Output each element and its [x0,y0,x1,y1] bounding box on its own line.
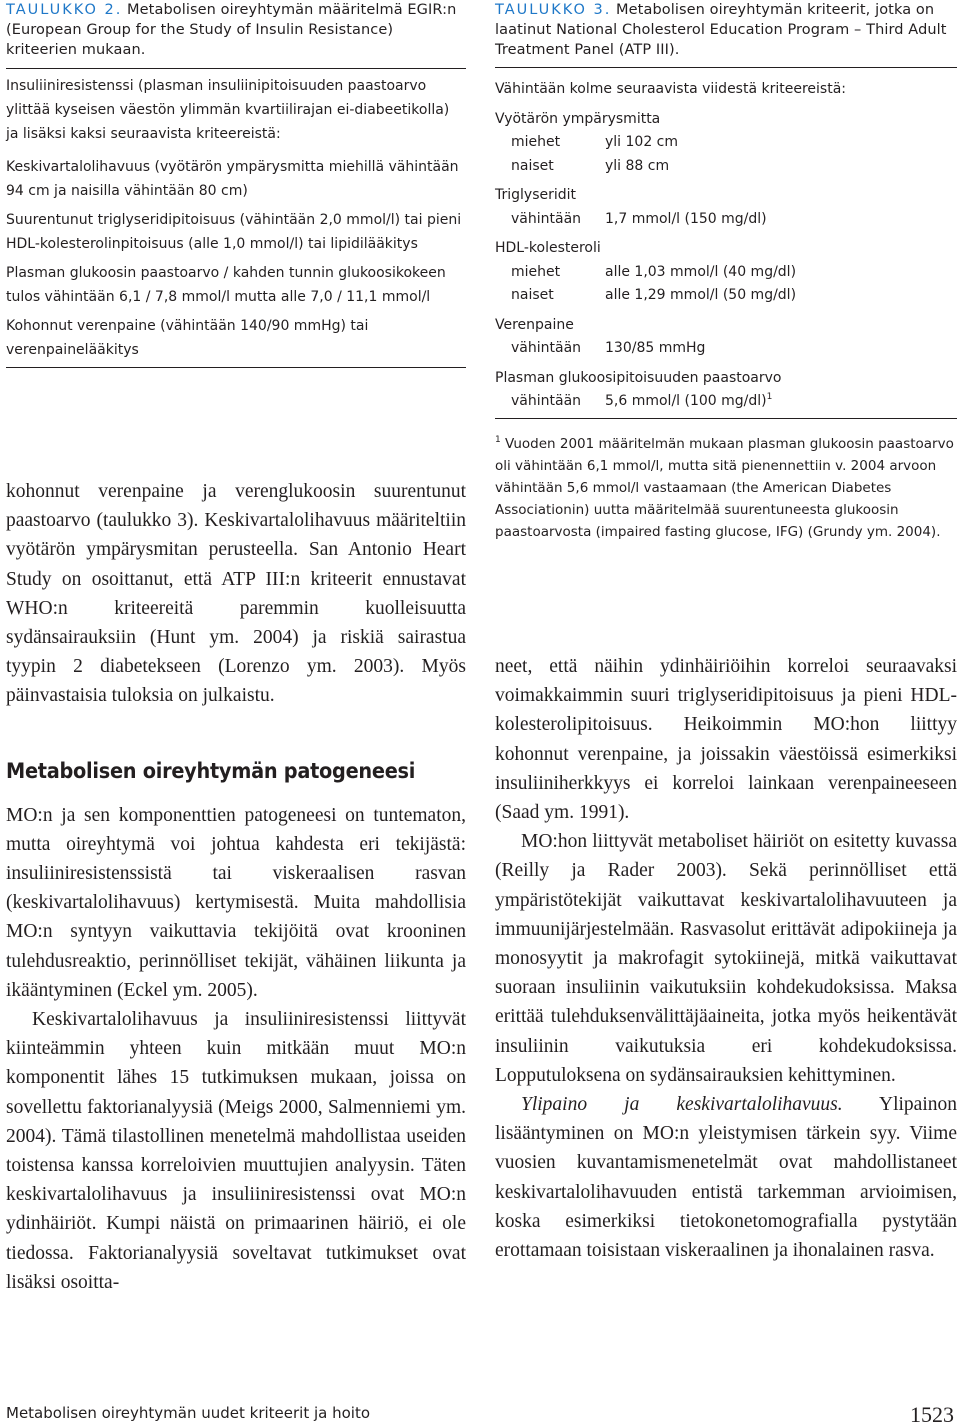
criterion-title: Triglyseridit [495,187,577,203]
table-2-caption [6,0,466,60]
table-2-intro: Insuliiniresistenssi (plasman insuliinipitoisuuden paastoarvo ylittää kyseisen väestön ylimmän kvartiilirajan ei-diabeetikolla) ja lisäksi kaksi seuraavista kriteereistä: [6,78,450,142]
criterion-row [495,261,957,285]
body-text [6,801,466,1297]
paragraph-text: Ylipainon lisääntyminen on MO:n yleistymisen tärkein syy. Viime vuosien kuvantamismenetelmät ovat mahdollistaneet keskivartalolihavuuden entistä tarkemman arvioimisen, koska esimerkiksi tietokonetomografialla pystytään erottamaan toisistaan viskeraalinen ja ihonalainen rasva. [495,1094,957,1262]
criterion-row [495,155,957,179]
paragraph: neet, että näihin ydinhäiriöihin korreloi seuraavaksi voimakkaimmin suuri triglyseridipitoisuus ja pieni HDL-kolesterolipitoisuus. Heikoimmin MO:hon liittyy kohonnut verenpaine, ja joissakin väestöissä esimerkiksi insuliiniherkkyys ei korreloi lainkaan verenpaineeseen (Saad ym. 1991). [495,656,957,824]
criterion-group [495,184,957,231]
criterion-value: yli 88 cm [605,157,670,174]
criterion-value: 130/85 mmHg [605,340,706,356]
criterion-key: vähintään [511,210,582,227]
criterion-value: alle 1,29 mmol/l (50 mg/dl) [605,287,797,303]
criterion-value: 1,7 mmol/l (150 mg/dl) [605,210,767,227]
table-2-body [6,74,466,362]
criterion-row [495,284,957,308]
paragraph: kohonnut verenpaine ja verenglukoosin suurentunut paastoarvo (taulukko 3). Keskivartalolihavuus määriteltiin vyötärön ympärysmitan perusteella. San Antonio Heart Study on osoittanut, että ATP III:n kriteerit ennustavat WHO:n kriteereitä paremmin kuolleisuutta sydänsairauksiin (Hunt ym. 2004) ja riskiä sairastua tyypin 2 diabetekseen (Lorenzo ym. 2003). Myös päinvastaisia tuloksia on julkaistu. [6,481,466,707]
body-text [495,652,957,1265]
table-3-top-rule [495,67,957,68]
table-3-footnote [495,433,957,543]
table-2-bottom-rule [6,367,466,368]
body-text [6,477,466,711]
criterion-title: HDL-kolesteroli [495,240,601,256]
table-3-heading: Vähintään kolme seuraavista viidestä kriteereistä: [495,81,846,97]
criterion-value-text: 5,6 mmol/l (100 mg/dl) [605,393,767,409]
paragraph: Keskivartalolihavuus ja insuliiniresistenssi liittyvät kiinteämmin yhteen kuin mitkään muut MO:n komponentit lähes 15 tutkimuksen mukaan, joissa on sovellettu faktorianalyysiä (Meigs 2000, Salmenniemi ym. 2004). Tämä tilastollinen menetelmä mahdollistaa useiden toistensa kanssa korreloivien muuttujien analyysin. Täten keskivartalolihavuus ja insuliiniresistenssi ovat MO:n ydinhäiriöt. Kumpi näistä on primaarinen häiriö, ei ole tiedossa. Faktorianalyysiä soveltavat tutkimukset ovat lisäksi osoitta- [6,1009,466,1293]
paragraph [495,1090,957,1265]
footnote-ref: 1 [766,392,773,402]
criterion-row [495,337,957,361]
criterion-key: vähintään [511,340,582,356]
criterion-key: naiset [511,157,554,174]
table-3-bottom-rule [495,418,957,419]
criterion-title: Verenpaine [495,316,574,333]
table-2-criterion: Suurentunut triglyseridipitoisuus (vähintään 2,0 mmol/l) tai pieni HDL-kolesterolinpitoisuus (alle 1,0 mmol/l) tai lipidilääkitys [6,212,462,252]
criterion-key: miehet [511,263,561,280]
table-2-top-rule [6,68,466,69]
running-footer: Metabolisen oireyhtymän uudet kriteerit ja hoito [6,1404,371,1422]
paragraph: MO:n ja sen komponenttien patogeneesi on tuntematon, mutta oireyhtymä voi johtua kahdesta eri tekijästä: insuliiniresistenssistä tai viskeraalisen rasvan (keskivartalolihavuus) kertymisestä. Muita mahdollisia MO:n syntyyn vaikuttavia tekijöitä ovat krooninen tulehdusreaktio, perinnölliset tekijät, vähäinen liikunta ja ikääntyminen (Eckel ym. 2005). [6,804,466,1001]
criterion-group [495,237,957,308]
criterion-title: Vyötärön ympärysmitta [495,110,661,127]
criterion-key: vähintään [511,393,582,409]
criterion-key: naiset [511,287,554,303]
footnote-text: Vuoden 2001 määritelmän mukaan plasman glukoosin paastoarvo oli vähintään 6,1 mmol/l, mutta sitä pienennettiin v. 2004 arvoon vähintään 5,6 mmol/l vastaamaan (the American Diabetes Associationin) uutta määritelmää suurentuneesta glukoosin paastoarvosta (impaired fasting glucose, IFG) (Grundy ym. 2004). [495,435,954,540]
table-3-caption-text: Metabolisen oireyhtymän kriteerit, jotka on laatinut National Cholesterol Education Program – Third Adult Treatment Panel (ATP III). [495,2,947,58]
footnote-mark: 1 [495,434,501,445]
criterion-value: alle 1,03 mmol/l (40 mg/dl) [605,263,797,280]
table-3 [495,0,957,543]
table-2-criterion: Keskivartalolihavuus (vyötärön ympärysmitta miehillä vähintään 94 cm ja naisilla vähintään 80 cm) [6,159,459,199]
table-3-body [495,78,957,414]
criterion-group [495,108,957,179]
page-number: 1523 [910,1402,954,1427]
criterion-value [605,390,772,414]
table-2-criterion: Kohonnut verenpaine (vähintään 140/90 mmHg) tai verenpainelääkitys [6,318,369,358]
criterion-title: Plasman glukoosipitoisuuden paastoarvo [495,369,782,386]
left-body [6,477,466,1297]
table-2 [6,0,466,368]
table-2-caption-text: Metabolisen oireyhtymän määritelmä EGIR:n (European Group for the Study of Insulin Resistance) kriteerien mukaan. [6,2,457,58]
criterion-value: yli 102 cm [605,134,679,150]
table-2-label: TAULUKKO 2. [6,2,123,18]
paragraph: MO:hon liittyvät metaboliset häiriöt on esitetty kuvassa (Reilly ja Rader 2003). Sekä perinnölliset että ympäristötekijät vaikuttavat keskivartalolihavuuteen ja immuunijärjestelmään. Rasvasolut erittävät adipokiineja ja monosyytit ja makrofagit sytokiinejä, mitkä vaikuttavat suoraan insuliinin vaikutuksiin kohdekudoksissa. Maksa erittää tulehduksenvälittäjäaineita, jotka myös heikentävät insuliinin vaikutuksia eri kohdekudoksissa. Lopputuloksena on sydänsairauksien kehittyminen. [495,831,957,1086]
criterion-group [495,367,957,414]
criterion-row [495,390,957,414]
criterion-row [495,208,957,232]
section-heading: Metabolisen oireyhtymän patogeneesi [6,758,416,783]
criterion-group [495,314,957,361]
criterion-row [495,131,957,155]
table-3-label: TAULUKKO 3. [495,2,612,18]
table-3-caption [495,0,957,60]
right-body [495,652,957,1265]
run-in-heading: Ylipaino ja keskivartalolihavuus. [521,1094,843,1116]
table-2-criterion: Plasman glukoosin paastoarvo / kahden tunnin glukoosikokeen tulos vähintään 6,1 / 7,8 mmol/l mutta alle 7,0 / 11,1 mmol/l [6,265,446,305]
criterion-key: miehet [511,134,561,150]
